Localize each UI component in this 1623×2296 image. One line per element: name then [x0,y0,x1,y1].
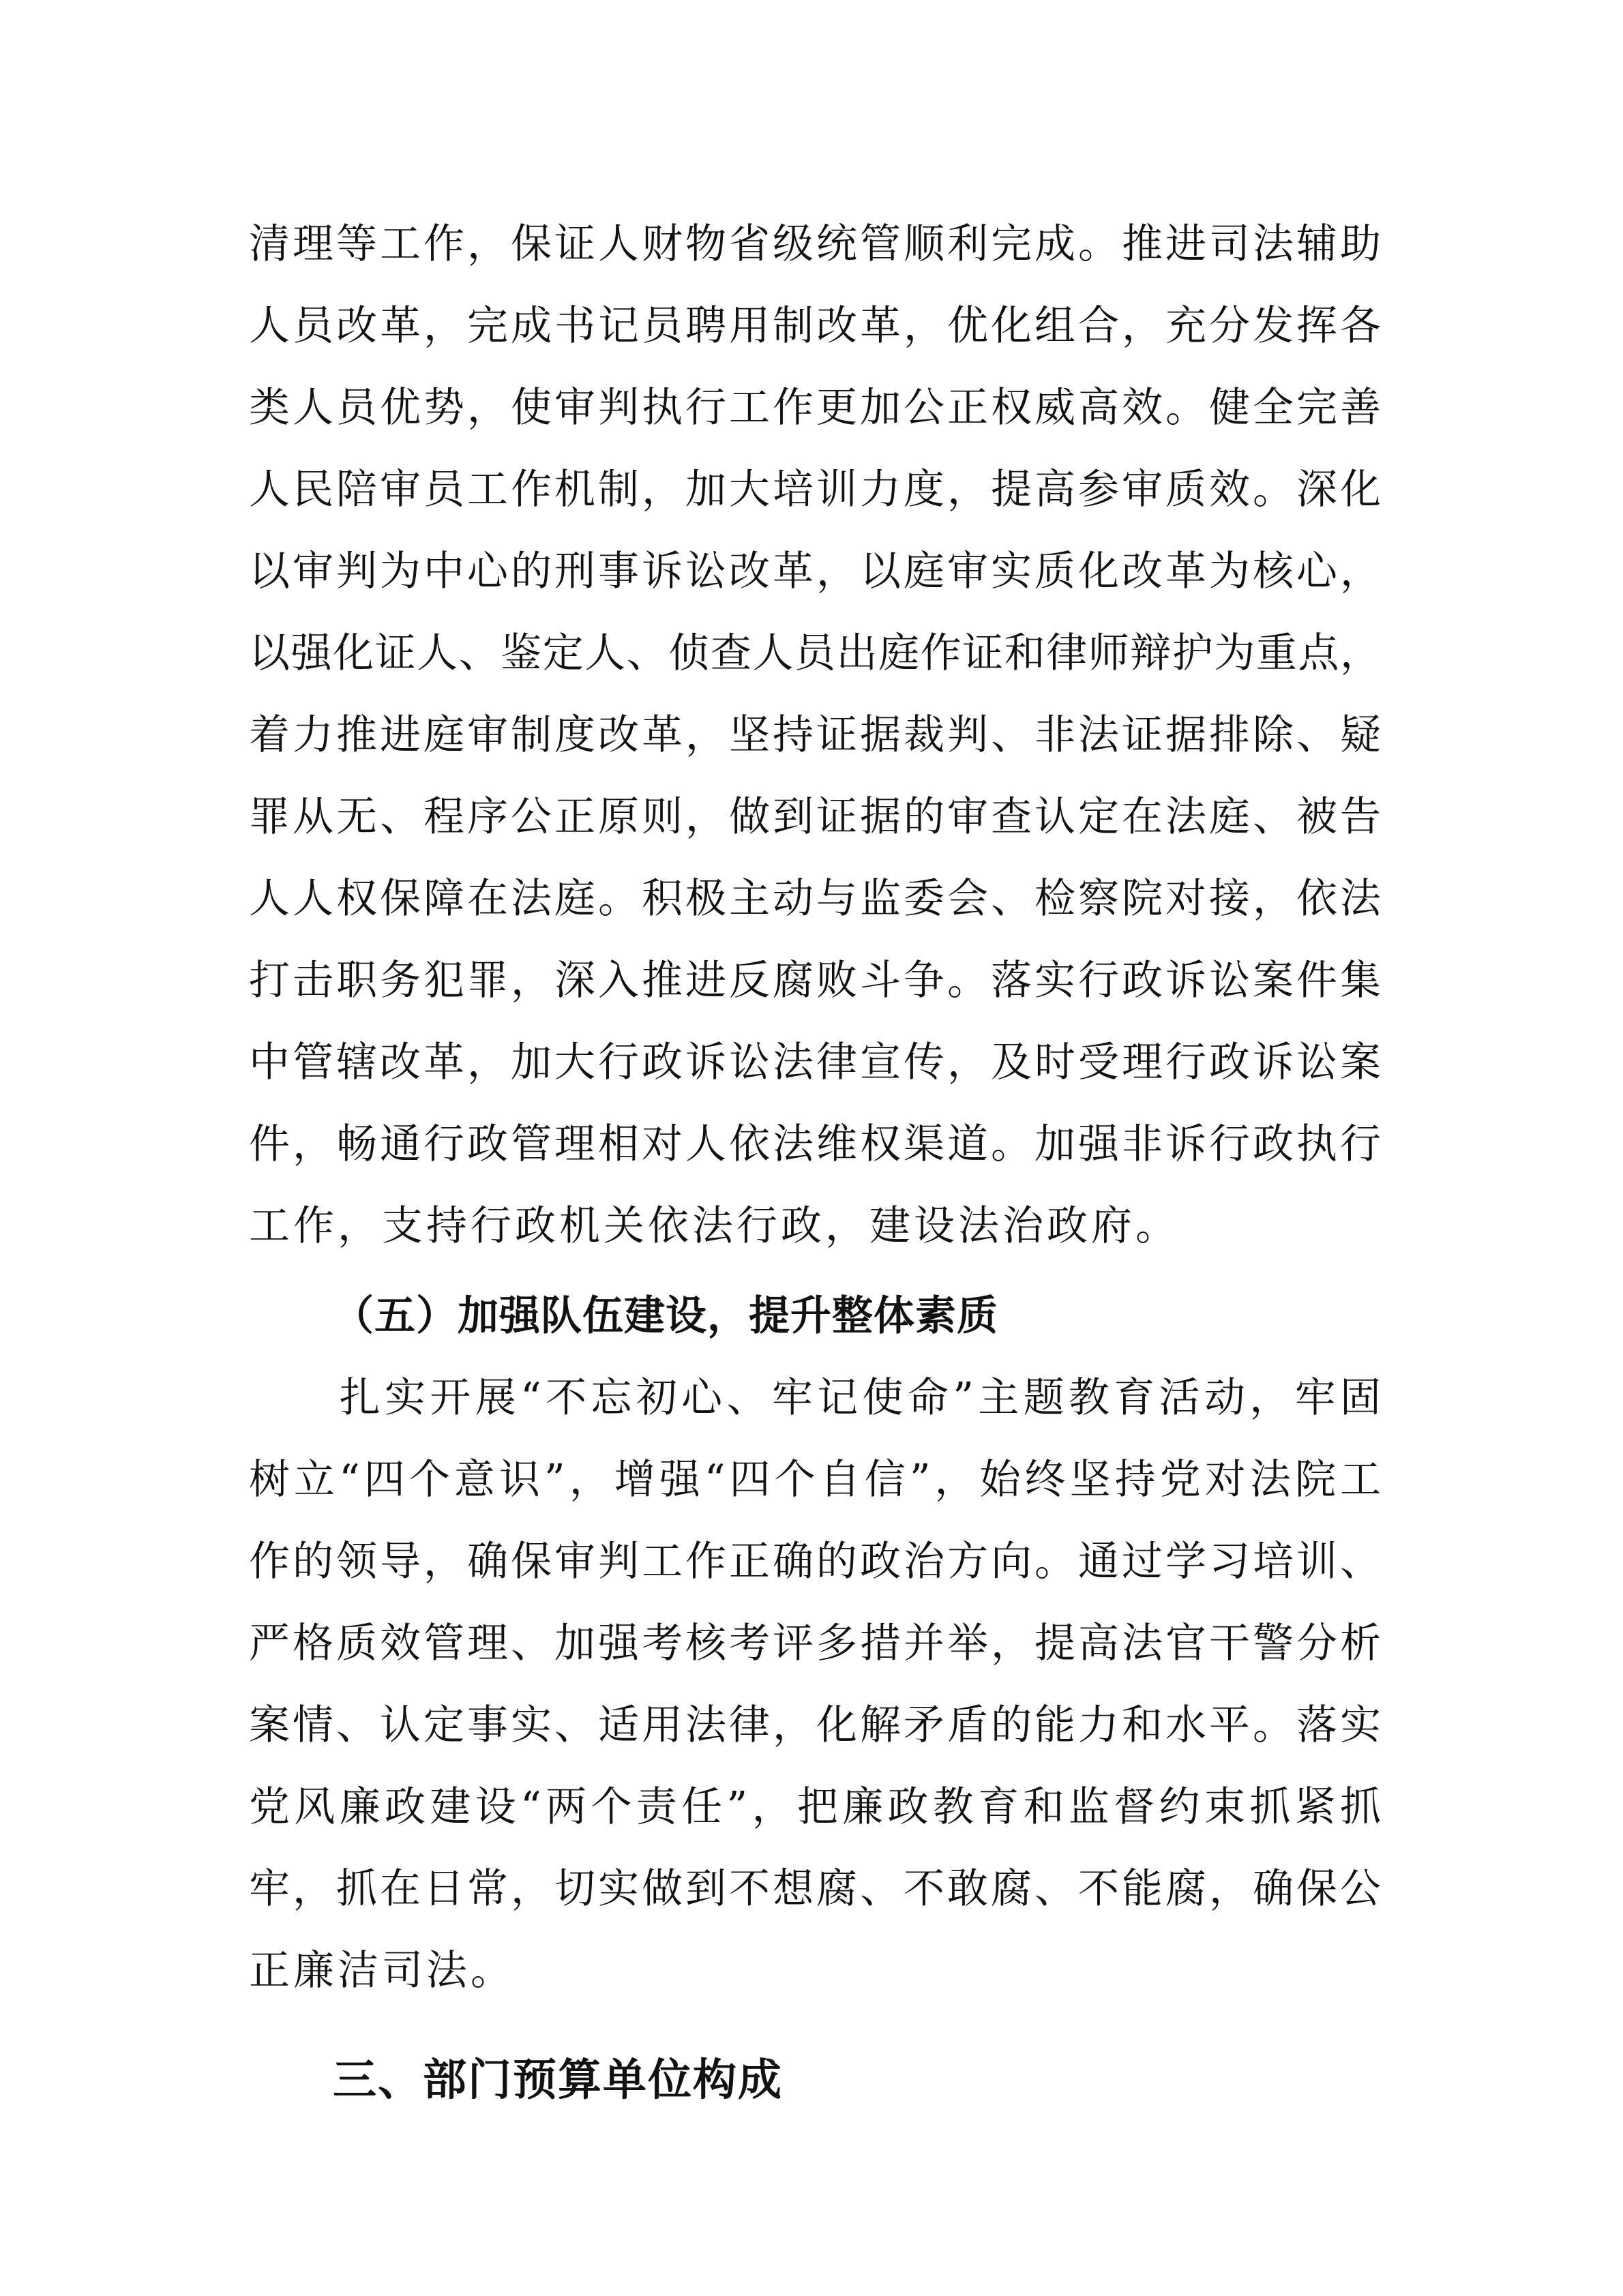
text-line: 树立“四个意识”，增强“四个自信”，始终坚持党对法院工 [249,1456,1381,1504]
text-line: 牢，抓在日常，切实做到不想腐、不敢腐、不能腐，确保公 [249,1865,1381,1913]
text-line: 着力推进庭审制度改革，坚持证据裁判、非法证据排除、疑 [249,711,1381,759]
text-line: 以审判为中心的刑事诉讼改革，以庭审实质化改革为核心， [249,548,1381,595]
text-line: 严格质效管理、加强考核考评多措并举，提高法官干警分析 [249,1620,1381,1667]
chapter-heading-budget-units: 三、部门预算单位构成 [333,2055,783,2106]
text-line: 罪从无、程序公正原则，做到证据的审查认定在法庭、被告 [249,793,1381,841]
text-line: 作的领导，确保审判工作正确的政治方向。通过学习培训、 [249,1538,1381,1585]
text-line: 人民陪审员工作机制，加大培训力度，提高参审质效。深化 [249,466,1381,513]
text-line: 人员改革，完成书记员聘用制改革，优化组合，充分发挥各 [249,302,1381,350]
text-line: 清理等工作，保证人财物省级统管顺利完成。推进司法辅助 [249,220,1381,268]
text-line: 人人权保障在法庭。积极主动与监委会、检察院对接，依法 [249,875,1381,923]
text-line: 类人员优势，使审判执行工作更加公正权威高效。健全完善 [249,384,1381,432]
section-heading-team-building: （五）加强队伍建设，提升整体素质 [333,1292,998,1340]
text-line: 案情、认定事实、适用法律，化解矛盾的能力和水平。落实 [249,1701,1381,1749]
text-line: 党风廉政建设“两个责任”，把廉政教育和监督约束抓紧抓 [249,1783,1381,1831]
text-line: 正廉洁司法。 [249,1947,515,1995]
text-line: 件，畅通行政管理相对人依法维权渠道。加强非诉行政执行 [249,1120,1381,1168]
paragraph-team-building [249,1357,1381,2012]
text-line: 打击职务犯罪，深入推进反腐败斗争。落实行政诉讼案件集 [249,957,1381,1004]
text-line: 以强化证人、鉴定人、侦查人员出庭作证和律师辩护为重点， [249,629,1381,677]
paragraph-judicial-reform [249,203,1381,1267]
text-line: 工作，支持行政机关依法行政，建设法治政府。 [249,1202,1180,1250]
text-line: 扎实开展“不忘初心、牢记使命”主题教育活动，牢固 [249,1374,1381,1422]
text-line: 中管辖改革，加大行政诉讼法律宣传，及时受理行政诉讼案 [249,1039,1381,1086]
